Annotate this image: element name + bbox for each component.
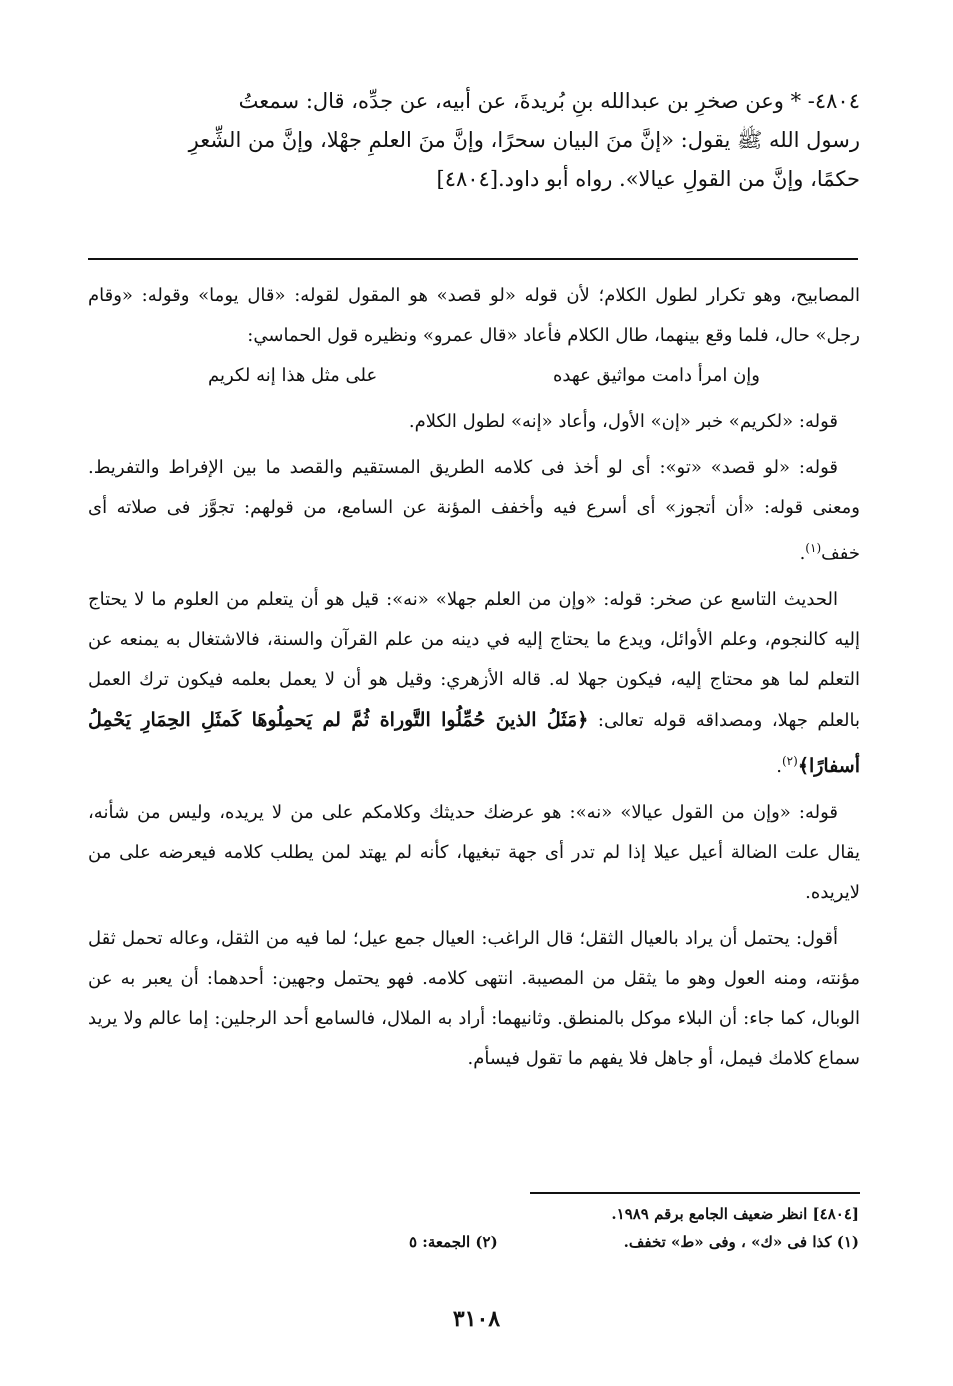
hadith-text <box>88 82 860 199</box>
verse-first-hemistich: وإن امرأ دامت مواثيق عهده <box>552 365 760 386</box>
quran-quote: ﴿مَثَلُ الذينَ حُمِّلُوا التَّوراة ثُمَّ لم يَحمِلُوهَا كَمثَلِ الحِمَارِ يَحْمِلُ أسفارًا﴾ <box>88 709 860 777</box>
footnote-separator <box>530 1192 860 1194</box>
paragraph-text: قوله: «لو قصد» «تو»: أى لو أخذ فى كلامه الطريق المستقيم والقصد ما بين الإفراط والتفريط. ومعنى قوله: «أن أتجوز» أى أسرع فيه وأخفف المؤنة عن السامع، من قولهم: تجوَّز فى صلاته أى خفف <box>88 457 860 564</box>
commentary-paragraph: قوله: «لكريم» خبر «إن» الأول، وأعاد «إنه» لطول الكلام. <box>408 411 838 432</box>
commentary-paragraph: المصابيح، وهو تكرار لطول الكلام؛ لأن قوله «لو قصد» هو المقول لقوله: «قال يوما» وقوله: «وقام رجل» حال، فلما وقع بينهما، طال الكلام فأعاد «قال عمرو» ونظيره قول الحماسي: <box>88 285 860 346</box>
verse-second-hemistich: على مثل هذا إنه لكريم <box>208 365 378 386</box>
commentary-paragraph: قوله: «لو قصد» «تو»: أى لو أخذ فى كلامه الطريق المستقيم والقصد ما بين الإفراط والتفريط. ومعنى قوله: «أن أتجوز» أى أسرع فيه وأخفف المؤنة عن السامع، من قولهم: تجوَّز فى صلاته أى خفف$^{(١)}$. <box>88 457 860 564</box>
paragraph-text: الحديث التاسع عن صخر: قوله: «وإن من العلم جهلا» «نه»: قيل هو أن يتعلم من العلوم ما لا يحتاج إليه كالنجوم، وعلم الأوائل، ويدع ما يحتاج إليه في دينه من علم القرآن والسنة، فالاشتغال به يمنعه عن التعلم لما هو محتاج إليه، فيكون جهلا له. قاله الأزهري: وقيل هو أن لا يعمل بعلمه فيكون ترك العمل بالعلم جهلا، ومصداقه قوله تعالى: <box>88 589 860 731</box>
footnote-reference: [٤٨٠٤] انظر ضعيف الجامع برقم ١٩٨٩. <box>611 1205 859 1223</box>
footnote-row <box>299 1228 859 1256</box>
commentary-paragraph: قوله: «وإن من القول عيالا» «نه»: هو عرضك حديثك وكلامكم على من لا يريده، وليس من شأنه، يقال علت الضالة أعيل عيلا إذا لم تدر أى جهة تبغيها، كأنه لم يهتد لمن يطلب كلامه فيعرضه على من لايريده. <box>88 802 860 903</box>
commentary-paragraph: أقول: يحتمل أن يراد بالعيال الثقل؛ قال الراغب: العيال جمع عيل؛ لما فيه من الثقل، وعاله تحمل ثقل مؤنته، ومنه العول وهو ما يثقل من المصيبة. انتهى كلامه. فهو يحتمل وجهين: أحدهما: أن يعبر به عن الوبال، كما جاء: أن البلاء موكل بالمنطق. وثانيهما: أراد به الملال، فالسامع أحد الرجلين: إما عالم ولا يريد سماع كلامك فيمل، أو جاهل فلا يفهم ما تقول فيسأم. <box>88 928 860 1069</box>
footnote-1: (١) كذا فى «ك» ، وفى «ط» تخفف. <box>623 1233 859 1251</box>
commentary-text <box>88 276 860 1085</box>
footnote-2: (٢) الجمعة: ٥ <box>409 1233 498 1251</box>
footnotes <box>299 1200 859 1256</box>
poetry-verse <box>88 356 860 396</box>
hadith-line: رسول الله ﷺ يقول: «إنَّ منَ البيان سحرًا، وإنَّ منَ العلمِ جهْلا، وإنَّ من الشِّعرِ <box>188 128 860 152</box>
footnote-marker: (٢) <box>781 754 798 768</box>
hadith-line: حكمًا، وإنَّ من القولِ عيالا». رواه أبو داود.[٤٨٠٤] <box>436 167 860 191</box>
footnote-marker: (١) <box>805 541 822 555</box>
hadith-line: ٤٨٠٤- * وعن صخرِ بن عبدالله بنِ بُريدةَ، عن أبيه، عن جدِّه، قال: سمعتُ <box>238 89 860 113</box>
commentary-paragraph: الحديث التاسع عن صخر: قوله: «وإن من العلم جهلا» «نه»: قيل هو أن يتعلم من العلوم ما لا يحتاج إليه كالنجوم، وعلم الأوائل، ويدع ما يحتاج إليه في دينه من علم القرآن والسنة، فالاشتغال به يمنعه عن التعلم لما هو محتاج إليه، فيكون جهلا له. قاله الأزهري: وقيل هو أن لا يعمل بعلمه فيكون ترك العمل بالعلم جهلا، ومصداقه قوله تعالى: ﴿مَثَلُ الذينَ حُمِّلُوا التَّوراة ثُمَّ لم يَحمِلُوهَا كَمثَلِ الحِمَارِ يَحْمِلُ أسفارًا﴾$^{(٢)}$. <box>88 589 860 777</box>
page-number: ٣١٠٨ <box>452 1306 501 1332</box>
separator-line <box>88 258 858 260</box>
